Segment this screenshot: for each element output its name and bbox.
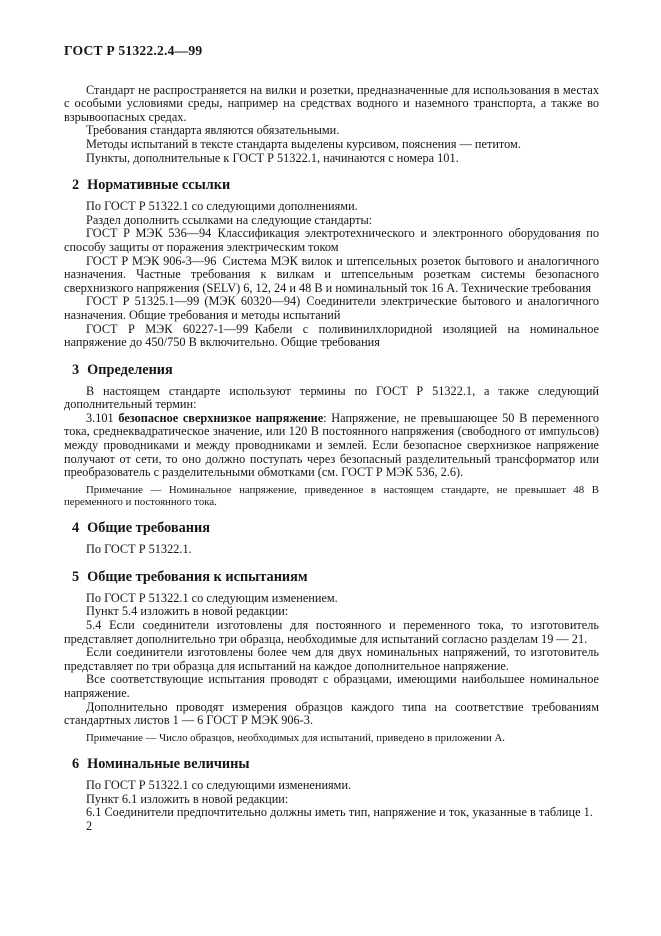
heading-number: 6 [72, 755, 80, 772]
section-2-heading [72, 177, 599, 193]
standard-reference: ГОСТ Р МЭК 60227-1—99 Кабели с поливинилхлоридной изоляцией на номинальное напряжение до 450/750 В включительно. Общие требования [64, 321, 599, 350]
paragraph: Раздел дополнить ссылками на следующие стандарты: [86, 212, 373, 227]
heading-number: 4 [72, 520, 80, 537]
section-6-heading [72, 756, 599, 772]
intro-paragraph: Пункты, дополнительные к ГОСТ Р 51322.1, начинаются с номера 101. [86, 150, 459, 165]
section-4-heading [72, 520, 599, 536]
page-number: 2 [86, 818, 93, 833]
term-name: безопасное сверхнизкое напряжение [118, 410, 324, 425]
heading-title: Номинальные величины [87, 755, 250, 772]
paragraph: 5.4 Если соединители изготовлены для постоянного и переменного тока, то изготовитель представляет дополнительно три образца, необходимые для испытаний согласно разделам 19 — 21. [64, 618, 599, 646]
note: Примечание — Число образцов, необходимых для испытаний, приведено в приложении А. [86, 731, 506, 744]
note: Примечание — Номинальное напряжение, приведенное в настоящем стандарте, не превышает 48 В переменного и постоянного тока. [64, 483, 599, 509]
heading-number: 2 [72, 177, 80, 194]
paragraph: Дополнительно проводят измерения образцов каждого типа на соответствие требованиям стандартных листов 1 — 6 ГОСТ Р МЭК 906-3. [64, 699, 599, 728]
intro-paragraph: Стандарт не распространяется на вилки и розетки, предназначенные для использования в местах с особыми условиями среды, например на средствах водного и наземного транспорта, а также во взрывоопасных средах. [64, 82, 599, 124]
paragraph: В настоящем стандарте используют термины по ГОСТ Р 51322.1, а также следующий дополнительный термин: [64, 383, 599, 412]
doc-code: ГОСТ Р 51322.2.4—99 [64, 43, 203, 58]
term-number: 3.101 [86, 410, 119, 425]
heading-title: Общие требования к испытаниям [87, 568, 308, 585]
standard-reference: ГОСТ Р МЭК 906-3—96 Система МЭК вилок и штепсельных розеток бытового и аналогичного назначения. Частные требования к вилкам и штепсельным розеткам системы безопасного сверхнизкого напряжения (SELV) 6, 12, 24 и 48 В и номинальный ток 16 А. Технические требования [64, 253, 599, 295]
term-text: : Напряжение, не превышающее 50 В переменного тока, среднеквадратическое значение, или 120 В постоянного напряжения (свободного от импульсов) между проводниками и между проводниками и землей. Если безопасное сверхнизкое напряжение получают от сети, то оно должно поступать через безопасный разделительный трансформатор или преобразователь с разделительными обмотками (см. ГОСТ Р МЭК 536, 2.6). [64, 410, 600, 480]
intro-paragraph: Методы испытаний в тексте стандарта выделены курсивом, пояснения — петитом. [86, 136, 521, 151]
paragraph: 6.1 Соединители предпочтительно должны иметь тип, напряжение и ток, указанные в таблице 1. [86, 805, 593, 820]
paragraph: Если соединители изготовлены более чем для двух номинальных напряжений, то изготовитель представляет по три образца для испытаний на каждое дополнительное напряжение. [64, 645, 599, 673]
standard-reference: ГОСТ Р 51325.1—99 (МЭК 60320—94) Соединители электрические бытового и аналогичного назначения. Общие требования и методы испытаний [64, 294, 599, 322]
paragraph: Пункт 6.1 изложить в новой редакции: [86, 791, 289, 806]
intro-paragraph: Требования стандарта являются обязательными. [86, 123, 340, 138]
heading-number: 5 [72, 568, 80, 585]
section-3-heading [72, 362, 599, 378]
paragraph: По ГОСТ Р 51322.1. [86, 542, 192, 557]
paragraph: По ГОСТ Р 51322.1 со следующими изменениями. [86, 777, 352, 792]
heading-title: Нормативные ссылки [87, 177, 231, 194]
standard-reference: ГОСТ Р МЭК 536—94 Классификация электротехнического и электронного оборудования по способу защиты от поражения электрическим током [64, 226, 599, 254]
heading-title: Определения [87, 361, 173, 378]
heading-title: Общие требования [87, 520, 210, 537]
paragraph: По ГОСТ Р 51322.1 со следующим изменением. [86, 590, 338, 605]
paragraph: Пункт 5.4 изложить в новой редакции: [86, 604, 289, 619]
paragraph: По ГОСТ Р 51322.1 со следующими дополнениями. [86, 199, 358, 214]
section-5-heading [72, 569, 599, 585]
paragraph: Все соответствующие испытания проводят с образцами, имеющими наибольшее номинальное напряжение. [64, 672, 599, 700]
term-definition [64, 412, 599, 480]
heading-number: 3 [72, 361, 80, 378]
